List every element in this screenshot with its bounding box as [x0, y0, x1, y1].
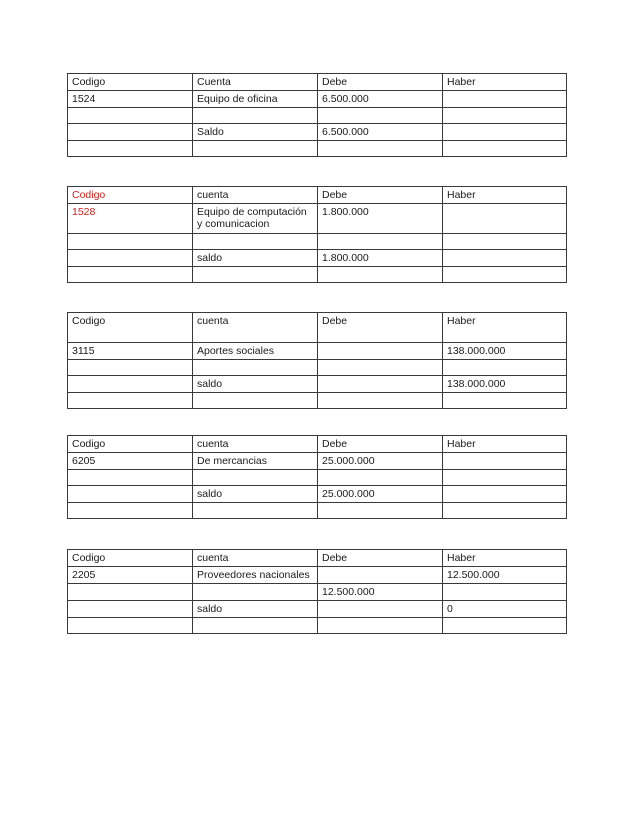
cell-haber: [443, 503, 567, 519]
cell-debe: 12.500.000: [318, 584, 443, 601]
cell-cuenta: [193, 470, 318, 486]
cell-codigo: [68, 503, 193, 519]
cell-cuenta: [193, 393, 318, 409]
cell-codigo: 6205: [68, 453, 193, 470]
cell-codigo: [68, 141, 193, 157]
cell-haber: [443, 141, 567, 157]
table-row: [68, 343, 567, 360]
cell-haber: [443, 393, 567, 409]
header-cuenta: Cuenta: [193, 74, 318, 91]
header-codigo: Codigo: [68, 74, 193, 91]
cell-haber: 12.500.000: [443, 567, 567, 584]
cell-haber: [443, 453, 567, 470]
table-row: [68, 584, 567, 601]
cell-codigo: [68, 393, 193, 409]
header-haber: Haber: [443, 436, 567, 453]
cell-codigo: 1528: [68, 204, 193, 234]
cell-debe: [318, 618, 443, 634]
table-row: [68, 453, 567, 470]
cell-debe: [318, 234, 443, 250]
table-header-row: [68, 313, 567, 343]
cell-cuenta: [193, 267, 318, 283]
cell-codigo: [68, 360, 193, 376]
cell-cuenta: Equipo de computación y comunicacion: [193, 204, 318, 234]
table-row: [68, 393, 567, 409]
table-row: [68, 108, 567, 124]
cell-cuenta: saldo: [193, 376, 318, 393]
table-row-saldo: [68, 601, 567, 618]
cell-codigo: 2205: [68, 567, 193, 584]
cell-debe: 25.000.000: [318, 486, 443, 503]
ledger-table-2205: [67, 549, 567, 634]
cell-haber: [443, 470, 567, 486]
cell-codigo: [68, 234, 193, 250]
cell-haber: [443, 124, 567, 141]
cell-haber: [443, 584, 567, 601]
cell-debe: [318, 343, 443, 360]
cell-debe: 25.000.000: [318, 453, 443, 470]
cell-cuenta: Equipo de oficina: [193, 91, 318, 108]
cell-haber: [443, 618, 567, 634]
cell-codigo: [68, 376, 193, 393]
cell-cuenta: Proveedores nacionales: [193, 567, 318, 584]
table-row: [68, 567, 567, 584]
table-header-row: [68, 550, 567, 567]
cell-codigo: [68, 250, 193, 267]
cell-cuenta: Aportes sociales: [193, 343, 318, 360]
cell-haber: [443, 108, 567, 124]
table-row: [68, 470, 567, 486]
header-codigo: Codigo: [68, 436, 193, 453]
cell-haber: [443, 267, 567, 283]
header-haber: Haber: [443, 187, 567, 204]
cell-codigo: [68, 267, 193, 283]
table-header-row: [68, 187, 567, 204]
header-codigo: Codigo: [68, 313, 193, 343]
cell-cuenta: [193, 584, 318, 601]
cell-debe: [318, 393, 443, 409]
table-row-saldo: [68, 486, 567, 503]
cell-codigo: [68, 601, 193, 618]
cell-haber: 0: [443, 601, 567, 618]
cell-codigo: 1524: [68, 91, 193, 108]
cell-cuenta: [193, 618, 318, 634]
cell-debe: [318, 360, 443, 376]
cell-haber: [443, 250, 567, 267]
cell-debe: 6.500.000: [318, 124, 443, 141]
cell-debe: [318, 567, 443, 584]
header-debe: Debe: [318, 74, 443, 91]
cell-haber: [443, 486, 567, 503]
table-row: [68, 204, 567, 234]
header-haber: Haber: [443, 550, 567, 567]
cell-cuenta: [193, 108, 318, 124]
cell-debe: [318, 503, 443, 519]
header-debe: Debe: [318, 313, 443, 343]
cell-haber: [443, 204, 567, 234]
cell-codigo: [68, 108, 193, 124]
cell-cuenta: saldo: [193, 250, 318, 267]
cell-codigo: [68, 486, 193, 503]
header-cuenta: cuenta: [193, 436, 318, 453]
cell-debe: [318, 108, 443, 124]
header-codigo: Codigo: [68, 187, 193, 204]
cell-debe: 1.800.000: [318, 204, 443, 234]
cell-cuenta: saldo: [193, 486, 318, 503]
cell-debe: [318, 267, 443, 283]
cell-cuenta: [193, 141, 318, 157]
table-row: [68, 234, 567, 250]
table-row: [68, 503, 567, 519]
cell-debe: [318, 470, 443, 486]
cell-cuenta: [193, 360, 318, 376]
cell-codigo: [68, 470, 193, 486]
ledger-table-1524: [67, 73, 567, 157]
ledger-table-1528: [67, 186, 567, 283]
cell-codigo: [68, 124, 193, 141]
header-haber: Haber: [443, 313, 567, 343]
ledger-table-3115: [67, 312, 567, 409]
cell-debe: [318, 141, 443, 157]
header-codigo: Codigo: [68, 550, 193, 567]
cell-haber: 138.000.000: [443, 343, 567, 360]
cell-haber: [443, 91, 567, 108]
cell-debe: [318, 601, 443, 618]
table-row-saldo: [68, 376, 567, 393]
cell-debe: 6.500.000: [318, 91, 443, 108]
table-header-row: [68, 436, 567, 453]
cell-cuenta: [193, 503, 318, 519]
table-header-row: [68, 74, 567, 91]
cell-debe: 1.800.000: [318, 250, 443, 267]
cell-codigo: [68, 584, 193, 601]
ledger-table-6205: [67, 435, 567, 519]
table-row: [68, 91, 567, 108]
cell-haber: [443, 360, 567, 376]
header-haber: Haber: [443, 74, 567, 91]
header-debe: Debe: [318, 550, 443, 567]
header-cuenta: cuenta: [193, 187, 318, 204]
cell-cuenta: De mercancias: [193, 453, 318, 470]
header-debe: Debe: [318, 436, 443, 453]
cell-cuenta: Saldo: [193, 124, 318, 141]
table-row: [68, 618, 567, 634]
cell-cuenta: saldo: [193, 601, 318, 618]
cell-cuenta: [193, 234, 318, 250]
cell-haber: [443, 234, 567, 250]
header-cuenta: cuenta: [193, 550, 318, 567]
table-row-saldo: [68, 124, 567, 141]
header-cuenta: cuenta: [193, 313, 318, 343]
cell-debe: [318, 376, 443, 393]
cell-haber: 138.000.000: [443, 376, 567, 393]
table-row: [68, 141, 567, 157]
table-row: [68, 360, 567, 376]
cell-codigo: [68, 618, 193, 634]
header-debe: Debe: [318, 187, 443, 204]
table-row: [68, 267, 567, 283]
table-row-saldo: [68, 250, 567, 267]
cell-codigo: 3115: [68, 343, 193, 360]
